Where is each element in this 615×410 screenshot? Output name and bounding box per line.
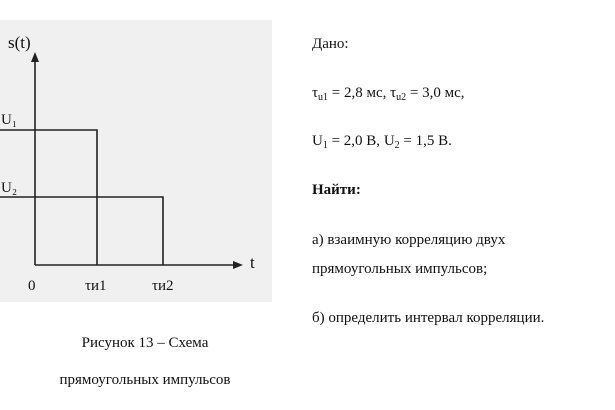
tick-1-label: τи1 — [85, 278, 107, 294]
given-heading: Дано: — [312, 36, 349, 52]
u-1-symbol: U — [312, 133, 323, 149]
pulse-2 — [0, 197, 163, 265]
tick-2-label: τи2 — [152, 278, 174, 294]
tau-1-subscript: u1 — [318, 92, 329, 103]
level-2-label: U₂ — [1, 180, 18, 196]
x-axis-arrow — [233, 261, 243, 269]
u-2-symbol: U — [383, 133, 395, 149]
x-axis-label: t — [250, 253, 255, 272]
figure-caption-line-1: Рисунок 13 – Схема — [81, 335, 209, 351]
given-durations — [312, 83, 612, 108]
u-1-subscript: 1 — [322, 140, 328, 151]
task-item-b: б) определить интервал корреляции. — [312, 310, 545, 326]
pulse-diagram — [0, 0, 272, 302]
tau-1-symbol: τ — [312, 85, 319, 101]
figure-caption-line-2: прямоугольных импульсов — [59, 372, 231, 388]
tau-2-value: = 3,0 мс, — [406, 85, 465, 101]
task-item-a-line-2: прямоугольных импульсов; — [312, 261, 488, 277]
u-2-subscript: 2 — [394, 140, 400, 151]
u-2-value: = 1,5 В. — [399, 133, 452, 149]
task-heading: Найти: — [312, 182, 361, 198]
given-voltages — [312, 131, 612, 156]
u-1-value: = 2,0 В, — [327, 133, 384, 149]
y-axis-arrow — [31, 52, 39, 62]
tick-0-label: 0 — [28, 278, 36, 294]
level-1-label: U₁ — [1, 112, 18, 128]
tau-2-subscript: u2 — [396, 92, 407, 103]
tau-1-value: = 2,8 мс, — [328, 85, 391, 101]
task-item-a-line-1: а) взаимную корреляцию двух — [312, 232, 506, 248]
tau-2-symbol: τ — [390, 85, 397, 101]
y-axis-label: s(t) — [8, 33, 31, 52]
